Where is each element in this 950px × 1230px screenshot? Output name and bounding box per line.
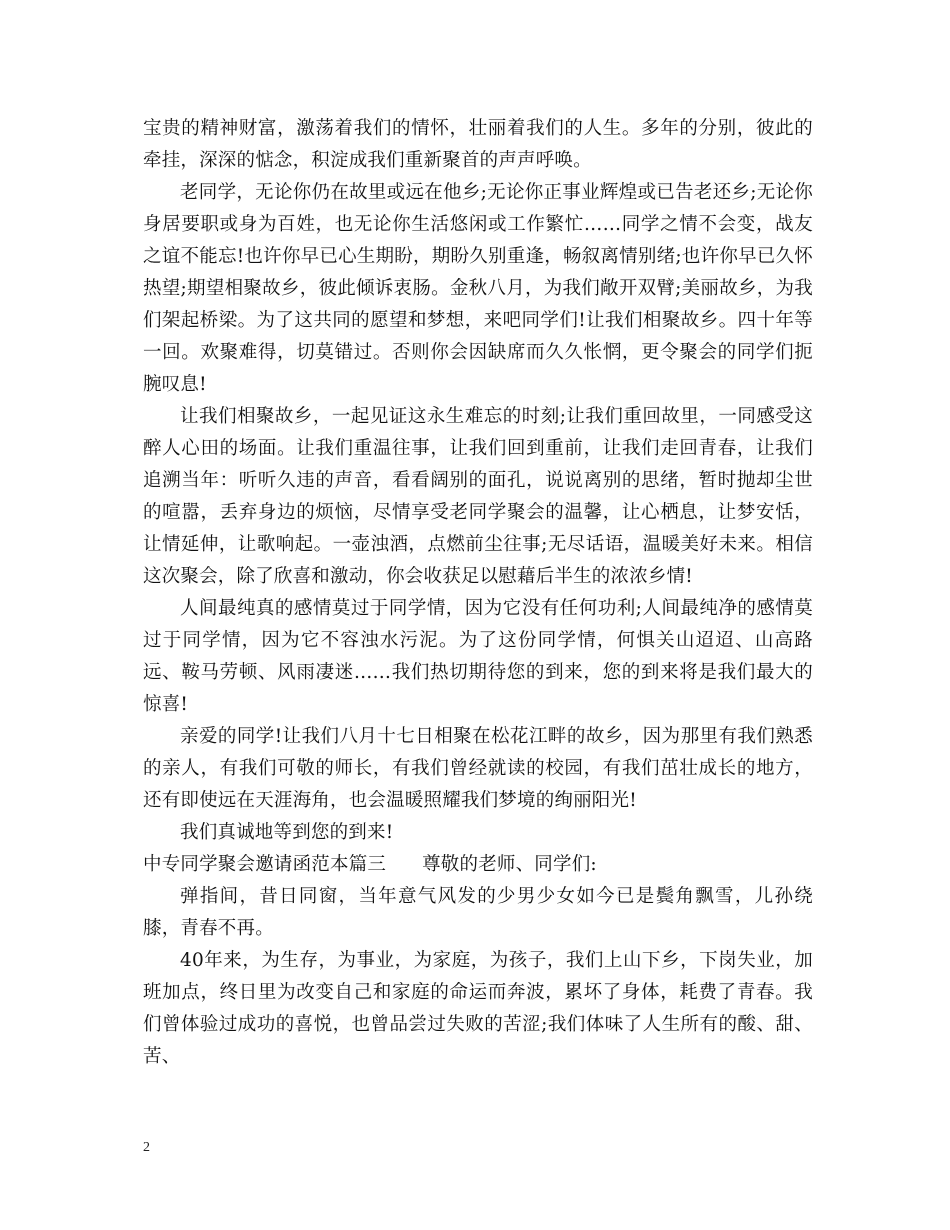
paragraph-5: 亲爱的同学!让我们八月十七日相聚在松花江畔的故乡，因为那里有我们熟悉的亲人，有我们可敬的师长，有我们曾经就读的校园，有我们茁壮成长的地方，还有即使远在天涯海角，也会温暖照耀我们梦境的绚丽阳光! [143,726,813,811]
body-text [143,113,813,1073]
paragraph-1: 宝贵的精神财富，激荡着我们的情怀，壮丽着我们的人生。多年的分别，彼此的牵挂，深深的惦念，积淀成我们重新聚首的声声呼唤。 [143,118,813,171]
page-number: 2 [143,1140,150,1155]
paragraph-8: 40年来，为生存，为事业，为家庭，为孩子，我们上山下乡，下岗失业，加班加点，终日里为改变自己和家庭的命运而奔波，累坏了身体，耗费了青春。我们曾体验过成功的喜悦，也曾品尝过失败的苦涩;我们体味了人生所有的酸、甜、苦、 [143,950,813,1067]
salutation: 尊敬的老师、同学们: [422,854,597,875]
paragraph-2: 老同学，无论你仍在故里或远在他乡;无论你正事业辉煌或已告老还乡;无论你身居要职或身为百姓，也无论你生活悠闲或工作繁忙……同学之情不会变，战友之谊不能忘!也许你早已心生期盼，期盼久别重逢，畅叙离情别绪;也许你早已久怀热望;期望相聚故乡，彼此倾诉衷肠。金秋八月，为我们敞开双臂;美丽故乡，为我们架起桥梁。为了这共同的愿望和梦想，来吧同学们!让我们相聚故乡。四十年等一回。欢聚难得，切莫错过。否则你会因缺席而久久怅惘，更令聚会的同学们扼腕叹息! [143,182,813,395]
paragraph-7: 弹指间，昔日同窗，当年意气风发的少男少女如今已是鬓角飘雪，儿孙绕膝，青春不再。 [143,886,813,939]
paragraph-6: 我们真诚地等到您的到来! [180,822,394,843]
section-heading: 中专同学聚会邀请函范本篇三 [143,854,387,875]
paragraph-4: 人间最纯真的感情莫过于同学情，因为它没有任何功利;人间最纯净的感情莫过于同学情，因为它不容浊水污泥。为了这份同学情，何惧关山迢迢、山高路远、鞍马劳顿、风雨凄迷……我们热切期待您的到来，您的到来将是我们最大的惊喜! [143,598,813,715]
paragraph-3: 让我们相聚故乡，一起见证这永生难忘的时刻;让我们重回故里，一同感受这醉人心田的场面。让我们重温往事，让我们回到重前，让我们走回青春，让我们追溯当年：听听久违的声音，看看阔别的面孔，说说离别的思绪，暂时抛却尘世的喧嚣，丢弃身边的烦恼，尽情享受老同学聚会的温馨，让心栖息，让梦安恬，让情延伸，让歌响起。一壶浊酒，点燃前尘往事;无尽话语，温暖美好未来。相信这次聚会，除了欣喜和激动，你会收获足以慰藉后半生的浓浓乡情! [143,406,813,587]
section-heading-line [143,849,813,881]
